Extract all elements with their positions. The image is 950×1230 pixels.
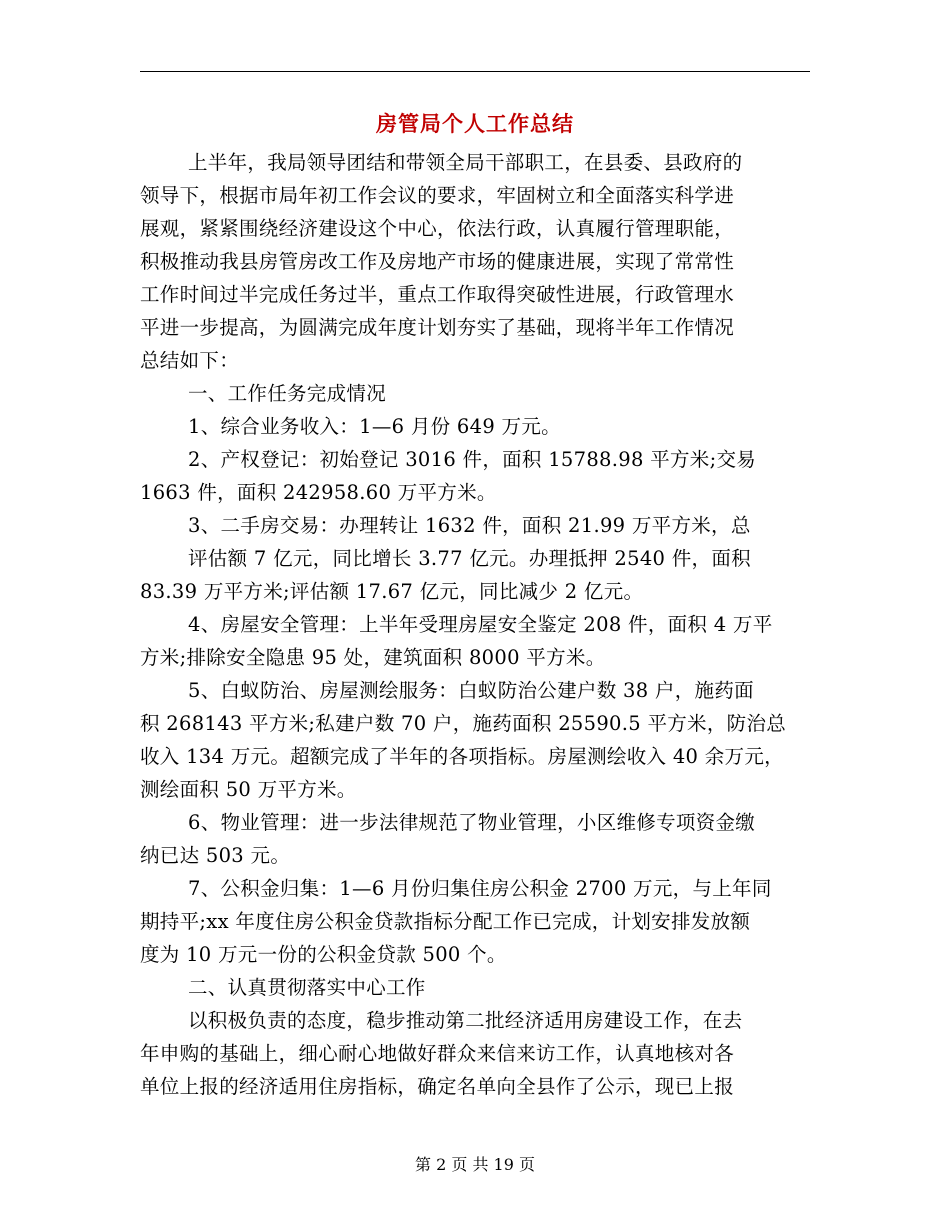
list-item: 1、综合业务收入：1—6 月份 649 万元。 [188,415,561,438]
paragraph-line: 纳已达 503 元。 [140,844,291,867]
paragraph-line: 年申购的基础上，细心耐心地做好群众来信来访工作，认真地核对各 [140,1042,735,1065]
page-number: 第 2 页 共 19 页 [415,1155,535,1174]
list-item: 5、白蚁防治、房屋测绘服务：白蚁防治公建户数 38 户，施药面 [188,679,754,702]
paragraph-line: 积 268143 平方米;私建户数 70 户，施药面积 25590.5 平方米，防治总 [140,712,787,735]
list-item: 7、公积金归集：1—6 月份归集住房公积金 2700 万元，与上年同 [188,877,772,900]
paragraph-line: 工作时间过半完成任务过半，重点工作取得突破性进展，行政管理水 [140,283,735,306]
list-item: 6、物业管理：进一步法律规范了物业管理，小区维修专项资金缴 [188,811,756,834]
section-heading: 二、认真贯彻落实中心工作 [188,976,426,999]
header-rule [140,71,810,72]
paragraph-line: 收入 134 万元。超额完成了半年的各项指标。房屋测绘收入 40 余万元， [140,745,784,768]
section-heading: 一、工作任务完成情况 [188,382,387,405]
paragraph-line: 1663 件，面积 242958.60 万平方米。 [140,481,497,504]
list-item: 3、二手房交易：办理转让 1632 件，面积 21.99 万平方米，总 [188,514,751,537]
paragraph-line: 以积极负责的态度，稳步推动第二批经济适用房建设工作，在去 [188,1009,743,1032]
paragraph-line: 期持平;xx 年度住房公积金贷款指标分配工作已完成，计划安排发放额 [140,910,751,933]
paragraph-line: 上半年，我局领导团结和带领全局干部职工，在县委、县政府的 [188,151,743,174]
paragraph-line: 度为 10 万元一份的公积金贷款 500 个。 [140,943,507,966]
paragraph-line: 领导下，根据市局年初工作会议的要求，牢固树立和全面落实科学进 [140,184,735,207]
paragraph-line: 方米;排除安全隐患 95 处，建筑面积 8000 平方米。 [140,646,606,669]
paragraph-line: 展观，紧紧围绕经济建设这个中心，依法行政，认真履行管理职能， [140,217,735,240]
paragraph-line: 单位上报的经济适用住房指标，确定名单向全县作了公示，现已上报 [140,1075,735,1098]
document-title: 房管局个人工作总结 [376,112,574,136]
paragraph-line: 评估额 7 亿元，同比增长 3.77 亿元。办理抵押 2540 件，面积 [188,547,751,570]
paragraph-line: 83.39 万平方米;评估额 17.67 亿元，同比减少 2 亿元。 [140,580,644,603]
paragraph-line: 积极推动我县房管房改工作及房地产市场的健康进展，实现了常常性 [140,250,735,273]
list-item: 2、产权登记：初始登记 3016 件，面积 15788.98 平方米;交易 [188,448,757,471]
paragraph-line: 平进一步提高，为圆满完成年度计划夯实了基础，现将半年工作情况 [140,316,735,339]
list-item: 4、房屋安全管理：上半年受理房屋安全鉴定 208 件，面积 4 万平 [188,613,773,636]
paragraph-line: 总结如下： [140,349,240,372]
paragraph-line: 测绘面积 50 万平方米。 [140,778,357,801]
